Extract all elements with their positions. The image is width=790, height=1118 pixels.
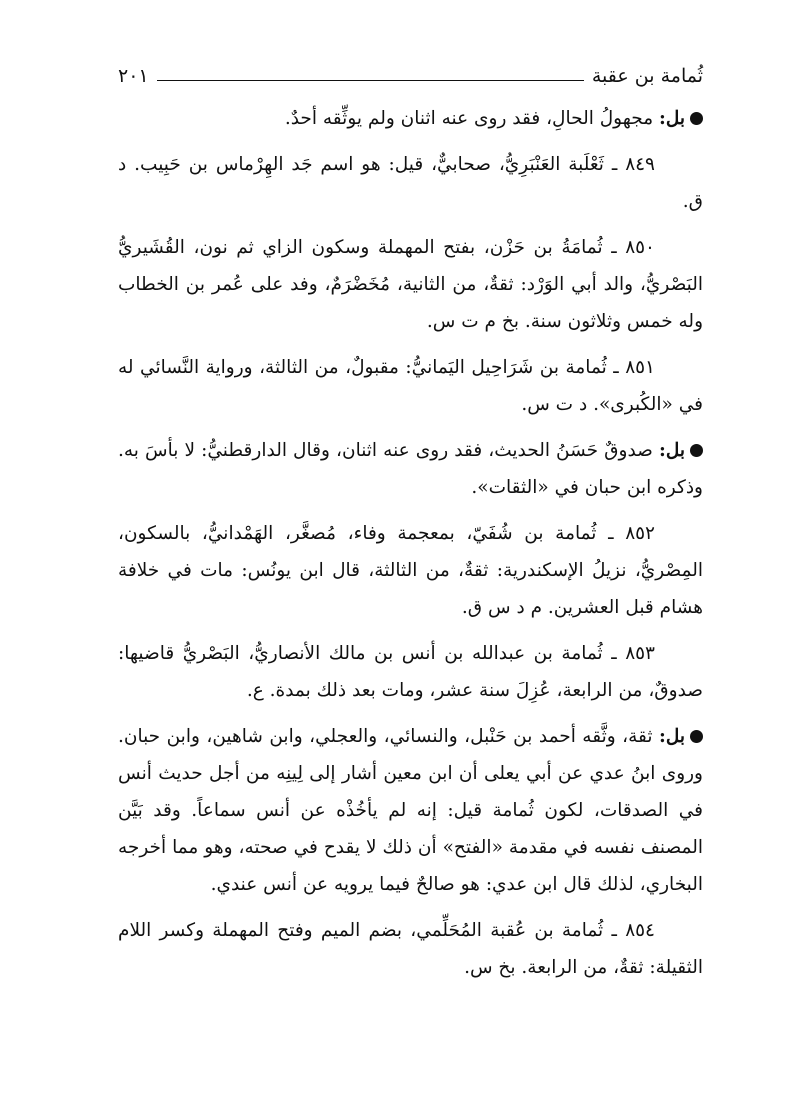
- entry-851: ٨٥١ ـ ثُمامة بن شَرَاحِيل اليَمانيُّ: مقبولٌ، من الثالثة، ورواية النَّسائي له في «الكُبرى». د ت س.: [118, 357, 703, 415]
- remark-block: [118, 100, 703, 137]
- entry-852: ٨٥٢ ـ ثُمامة بن شُفَيّ، بمعجمة وفاء، مُصغَّر، الهَمْدانيُّ، بالسكون، المِصْريُّ، نزيلُ الإسكندرية: ثقةٌ، من الثالثة، قال ابن يونُس: مات في خلافة هشام قبل العشرين. م د س ق.: [118, 523, 703, 618]
- entry-849: ٨٤٩ ـ ثَعْلَبة العَنْبَرِيُّ، صحابيٌّ، قيل: هو اسم جَد الهِرْماس بن حَبِيب. د ق.: [118, 154, 703, 212]
- remark-label: بل:: [659, 726, 685, 747]
- entry-853: ٨٥٣ ـ ثُمامة بن عبدالله بن أنس بن مالك الأنصاريُّ، البَصْريُّ قاضيها: صدوقٌ، من الرابعة، عُزِلَ سنة عشر، ومات بعد ذلك بمدة. ع.: [118, 643, 703, 701]
- remark-text: مجهولُ الحالِ، فقد روى عنه اثنان ولم يوثِّقه أحدٌ.: [284, 108, 654, 129]
- remark-block: [118, 718, 703, 903]
- remark-text: ثقة، وثَّقه أحمد بن حَنْبل، والنسائي، والعجلي، وابن شاهين، وابن حبان. وروى ابنُ عدي عن أبي يعلى أن ابن معين أشار إلى لِينِه من أجل حديث أنس في الصدقات، لكون ثُمامة قيل: إنه لم يأخُذْه عن أنس سماعاً. وقد بَيَّن المصنف نفسه في مقدمة «الفتح» أن ذلك لا يقدح في صحته، وهو مما أخرجه البخاري، لذلك قال ابن عدي: هو صالحٌ فيما يرويه عن أنس عندي.: [118, 726, 703, 895]
- bullet-icon: [690, 730, 703, 743]
- bullet-icon: [690, 444, 703, 457]
- header-rule: [157, 80, 584, 81]
- document-page: [118, 56, 703, 995]
- remark-label: بل:: [659, 440, 685, 461]
- page-number: ٢٠١: [118, 65, 149, 87]
- running-header: [118, 56, 703, 86]
- remark-block: [118, 432, 703, 506]
- remark-text: صدوقٌ حَسَنُ الحديث، فقد روى عنه اثنان، وقال الدارقطنيُّ: لا بأسَ به. وذكره ابن حبان في «الثقات».: [118, 440, 703, 498]
- bullet-icon: [690, 112, 703, 125]
- entry-854: ٨٥٤ ـ ثُمامة بن عُقبة المُحَلِّمي، بضم الميم وفتح المهملة وكسر اللام الثقيلة: ثقةٌ، من الرابعة. بخ س.: [118, 920, 703, 978]
- remark-label: بل:: [659, 108, 685, 129]
- header-title: ثُمامة بن عقبة: [591, 65, 703, 87]
- entry-850: ٨٥٠ ـ ثُمامَةُ بن حَزْن، بفتح المهملة وسكون الزاي ثم نون، القُشَيريُّ البَصْريُّ، والد أبي الوَرْد: ثقةٌ، من الثانية، مُخَضْرَمٌ، وفد على عُمر بن الخطاب وله خمس وثلاثون سنة. بخ م ت س.: [118, 237, 703, 332]
